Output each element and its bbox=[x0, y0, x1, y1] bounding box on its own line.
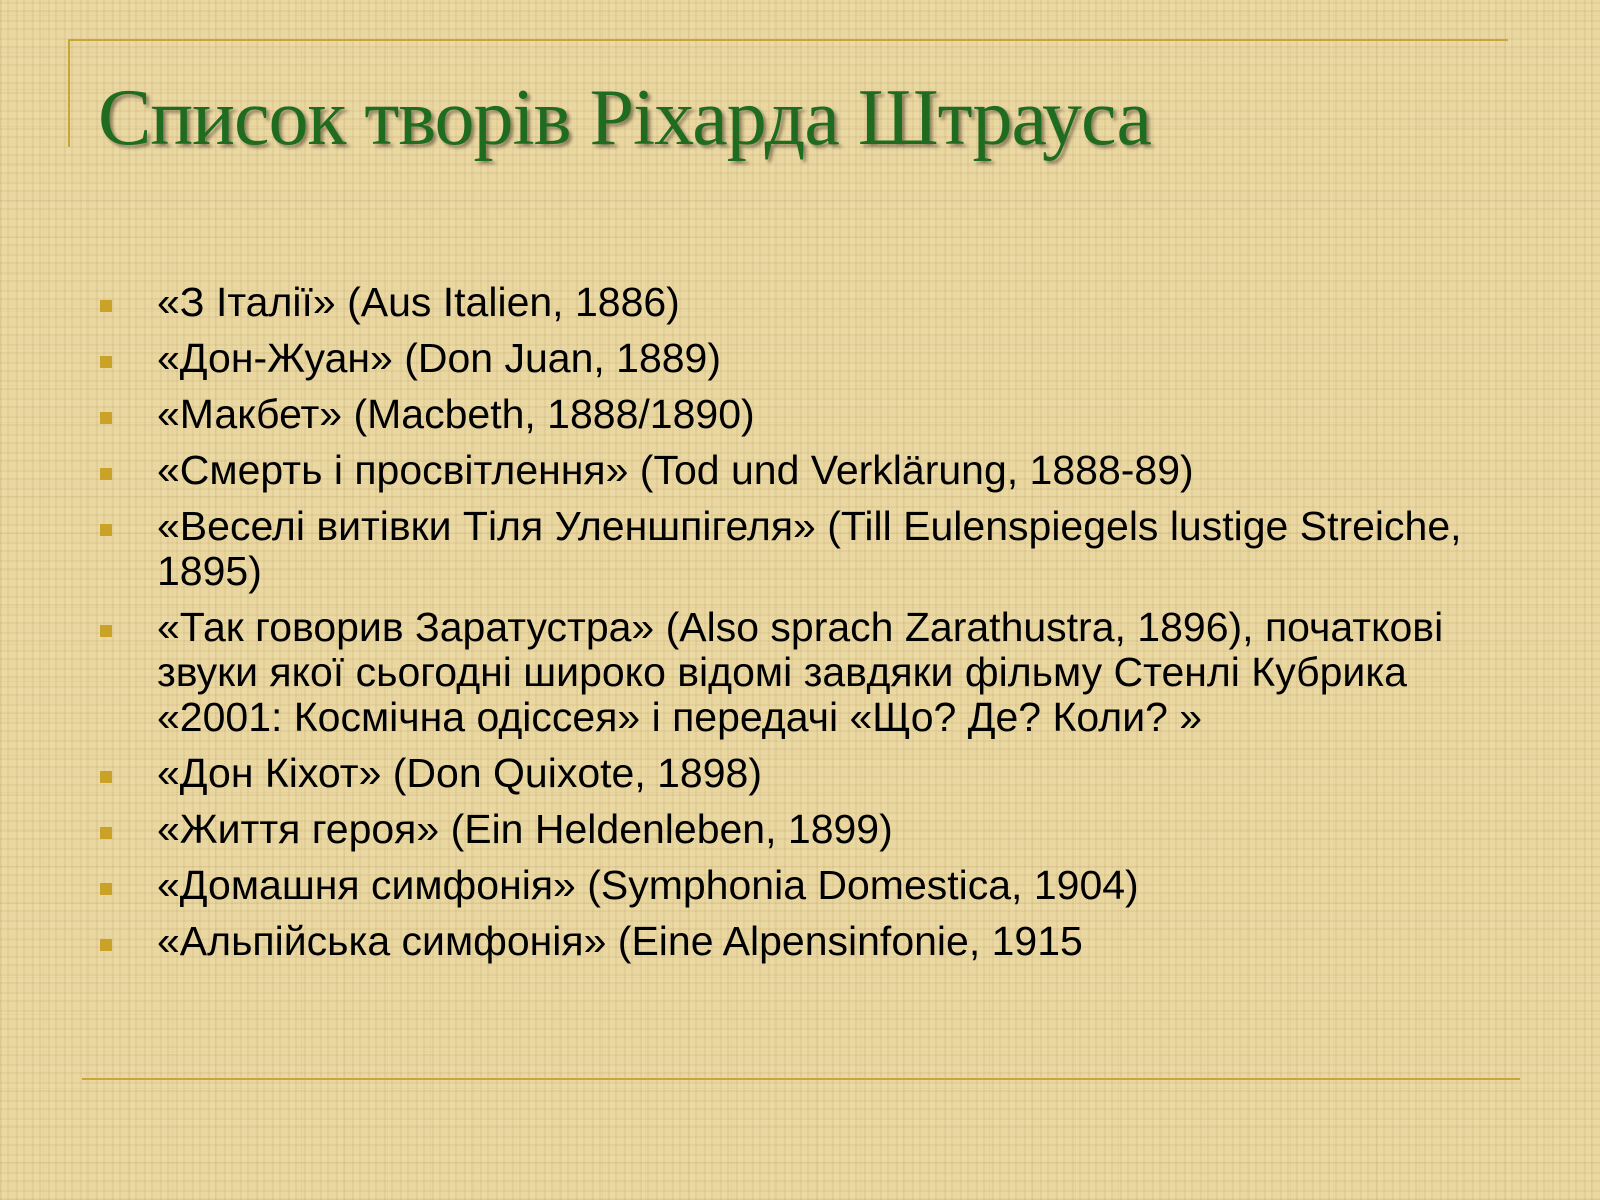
work-title: «Дон Кіхот» (Don Quixote, 1898) bbox=[157, 750, 762, 796]
work-title: «Життя героя» (Ein Heldenleben, 1899) bbox=[157, 806, 893, 852]
square-bullet-icon bbox=[100, 356, 112, 368]
work-title: «Домашня симфонія» (Symphonia Domestica, 1904) bbox=[157, 862, 1139, 908]
list-item bbox=[100, 504, 1480, 594]
work-title: «Веселі витівки Тіля Уленшпігеля» (Till Eulenspiegels lustige Streiche, 1895) bbox=[157, 503, 1462, 594]
works-list bbox=[100, 280, 1480, 975]
list-item bbox=[100, 807, 1480, 852]
list-item bbox=[100, 751, 1480, 796]
work-title: «Дон-Жуан» (Don Juan, 1889) bbox=[157, 335, 722, 381]
top-rule-divider bbox=[68, 39, 1508, 41]
list-item bbox=[100, 280, 1480, 325]
list-item bbox=[100, 336, 1480, 381]
list-item bbox=[100, 863, 1480, 908]
work-title: «Альпійська симфонія» (Eine Alpensinfonie, 1915 bbox=[157, 918, 1083, 964]
square-bullet-icon bbox=[100, 412, 112, 424]
work-title: «Смерть і просвітлення» (Tod und Verklärung, 1888-89) bbox=[157, 447, 1194, 493]
square-bullet-icon bbox=[100, 468, 112, 480]
square-bullet-icon bbox=[100, 300, 112, 312]
work-title: «Макбет» (Macbeth, 1888/1890) bbox=[157, 391, 755, 437]
list-item bbox=[100, 448, 1480, 493]
slide-title: Список творів Ріхарда Штрауса bbox=[98, 74, 1151, 162]
square-bullet-icon bbox=[100, 883, 112, 895]
square-bullet-icon bbox=[100, 939, 112, 951]
work-title: «З Італії» (Aus Italien, 1886) bbox=[157, 279, 680, 325]
left-rule-divider bbox=[68, 39, 70, 147]
square-bullet-icon bbox=[100, 827, 112, 839]
work-title: «Так говорив Заратустра» (Also sprach Zarathustra, 1896), початкові звуки якої сьогодні широко відомі завдяки фільму Стенлі Кубрика «2001: Космічна одіссея» і передачі «Що? Де? Коли? » bbox=[157, 604, 1444, 740]
list-item bbox=[100, 919, 1480, 964]
list-item bbox=[100, 605, 1480, 740]
bottom-rule-divider bbox=[82, 1078, 1520, 1080]
square-bullet-icon bbox=[100, 625, 112, 637]
list-item bbox=[100, 392, 1480, 437]
square-bullet-icon bbox=[100, 524, 112, 536]
square-bullet-icon bbox=[100, 771, 112, 783]
